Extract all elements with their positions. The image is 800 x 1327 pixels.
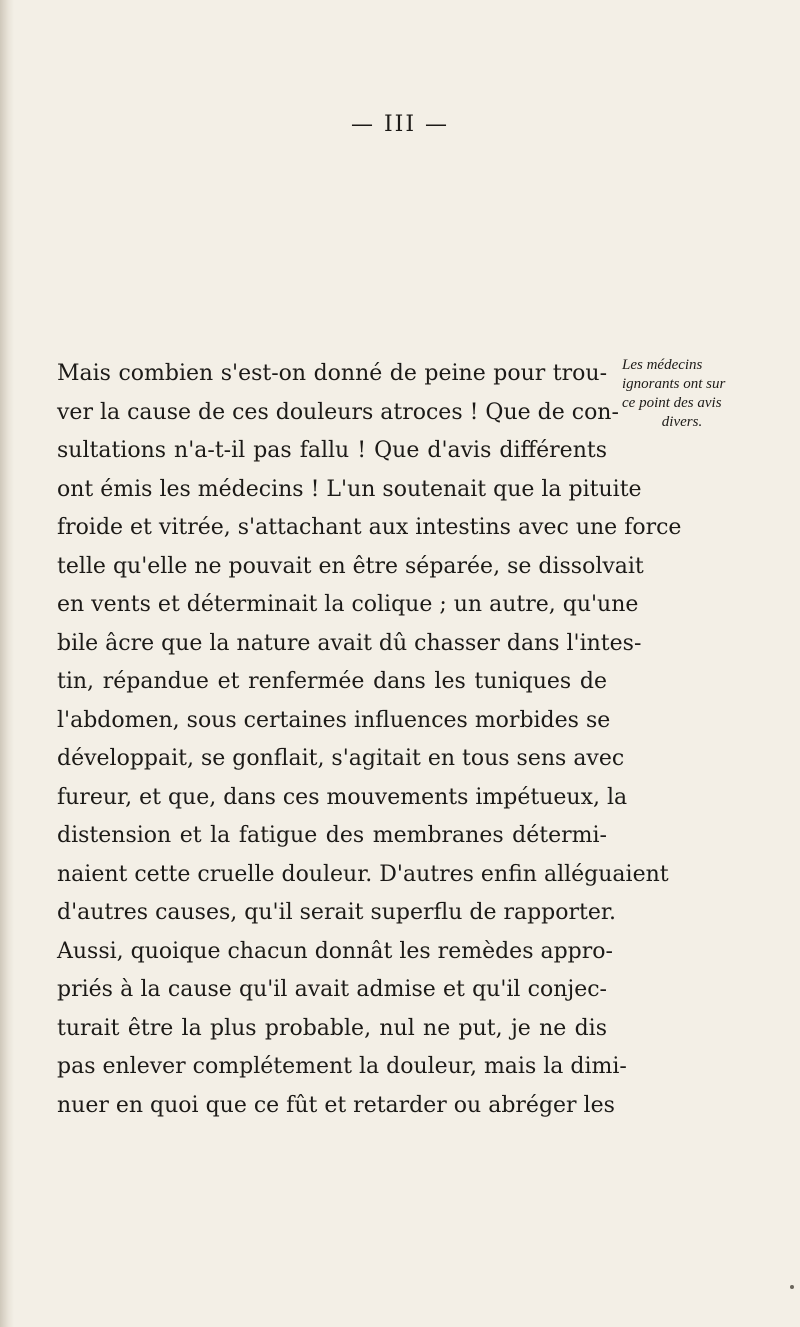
page-speck	[790, 1285, 794, 1289]
text-line: turait être la plus probable, nul ne put, je ne dis	[57, 1015, 607, 1041]
text-line: naient cette cruelle douleur. D'autres enfin alléguaient	[57, 861, 669, 887]
text-line: telle qu'elle ne pouvait en être séparée, se dissolvait	[57, 553, 644, 579]
text-line: nuer en quoi que ce fût et retarder ou abréger les	[57, 1092, 615, 1118]
text-line: tin, répandue et renfermée dans les tuniques de	[57, 669, 607, 694]
text-line: en vents et déterminait la colique ; un autre, qu'une	[57, 592, 639, 617]
page-header: — III —	[350, 112, 450, 137]
text-line: développait, se gonflait, s'agitait en tous sens avec	[57, 746, 625, 771]
text-line: froide et vitrée, s'attachant aux intestins avec une force	[57, 515, 682, 540]
text-line: bile âcre que la nature avait dû chasser dans l'intes-	[57, 630, 642, 656]
text-line: Aussi, quoique chacun donnât les remèdes appro-	[57, 938, 613, 964]
text-line: l'abdomen, sous certaines influences morbides se	[57, 707, 611, 733]
text-line: priés à la cause qu'il avait admise et qu'il conjec-	[57, 977, 607, 1002]
text-line: pas enlever complétement la douleur, mais la dimi-	[57, 1054, 627, 1079]
margin-note-line: ce point des avis	[622, 395, 722, 411]
text-line: fureur, et que, dans ces mouvements impétueux, la	[57, 784, 628, 810]
text-line: Mais combien s'est-on donné de peine pour trou-	[57, 361, 607, 386]
text-line: sultations n'a-t-il pas fallu ! Que d'avis différents	[57, 438, 607, 463]
page-binding-edge	[0, 0, 14, 1327]
margin-note-line: Les médecins	[622, 357, 703, 373]
margin-note-line: divers.	[661, 414, 703, 430]
text-line: ver la cause de ces douleurs atroces ! Que de con-	[57, 399, 619, 425]
text-line: distension et la fatigue des membranes détermi-	[57, 823, 607, 848]
margin-note-line: ignorants ont sur	[622, 376, 726, 392]
text-line: d'autres causes, qu'il serait superflu de rapporter.	[57, 900, 616, 925]
text-line: ont émis les médecins ! L'un soutenait que la pituite	[57, 476, 642, 502]
margin-note	[622, 356, 782, 432]
